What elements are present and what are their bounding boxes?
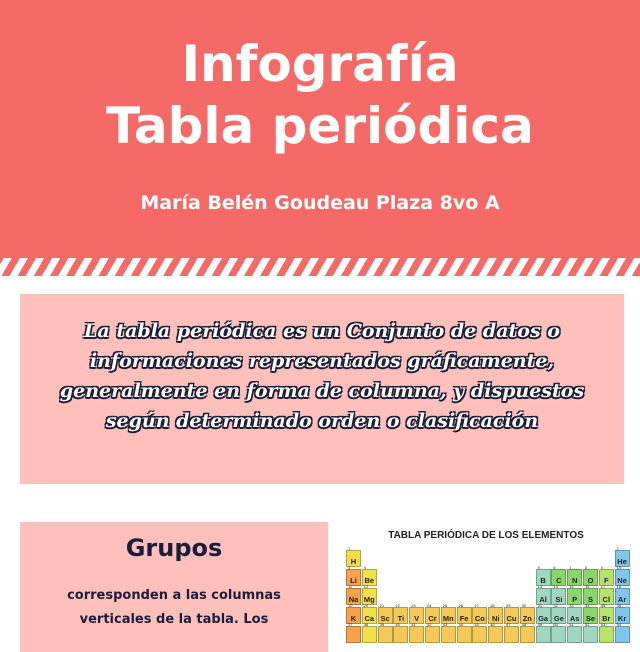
element-number: 19 [348,603,353,608]
element-number: 14 [553,584,558,589]
intro-text: La tabla periódica es un Conjunto de datos o informaciones representados gráficamente, generalmente en forma de columna, y dispuestos según determinado orden o clasificación [59,320,585,432]
element-number: 37 [348,622,353,627]
header-banner [0,0,640,258]
element-number: 17 [600,584,606,589]
element-number: 21 [379,603,385,608]
element-number: 27 [474,603,479,608]
element-cell-38 [362,622,377,643]
element-number: 4 [363,565,367,570]
element-number: 26 [458,603,464,608]
element-symbol: As [569,614,580,623]
element-cell-39 [378,622,393,643]
element-symbol: Cu [506,614,517,623]
element-symbol: K [350,614,357,623]
element-cell-54 [615,622,630,643]
element-number: 51 [569,622,574,627]
element-symbol: Se [585,614,596,623]
element-number: 46 [490,622,495,627]
element-symbol: Co [474,614,485,623]
element-symbol: Cl [602,595,611,604]
element-cell-46 [488,622,503,643]
element-number: 43 [442,622,448,627]
element-number: 39 [379,622,385,627]
element-symbol: Ti [397,614,405,623]
element-symbol: Ne [617,576,627,585]
element-cell-49 [536,622,551,643]
element-number: 31 [537,603,543,608]
element-symbol: S [587,595,593,604]
element-symbol: Si [555,595,563,604]
element-number: 40 [395,622,400,627]
element-number: 7 [569,565,572,570]
title-line-2: Tabla periódica [106,97,534,155]
element-number: 34 [585,603,590,608]
element-symbol: Ni [491,614,500,623]
element-number: 12 [363,584,369,589]
element-cell-48 [520,622,535,643]
element-symbol: Li [350,576,357,585]
element-symbol: H [350,557,357,566]
element-symbol: Cr [428,614,437,623]
element-number: 15 [569,584,574,589]
element-symbol: He [617,557,627,566]
element-symbol: B [540,576,546,585]
element-number: 22 [395,603,400,608]
element-number: 48 [521,622,527,627]
element-number: 49 [537,622,543,627]
element-symbol: Kr [617,614,627,623]
element-number: 41 [411,622,416,627]
element-number: 38 [363,622,369,627]
element-symbol: C [556,576,562,585]
element-symbol: Na [348,595,359,604]
element-number: 18 [616,584,622,589]
element-symbol: Mg [363,595,375,604]
element-number: 47 [506,622,511,627]
element-cell-50 [551,622,566,643]
element-number: 16 [585,584,590,589]
element-symbol: Be [364,576,375,585]
page-title [0,34,640,156]
element-cell-40 [393,622,408,643]
element-number: 8 [585,565,588,570]
element-number: 25 [442,603,448,608]
element-number: 45 [474,622,479,627]
element-number: 3 [348,565,351,570]
element-number: 36 [616,603,622,608]
groups-text: corresponden a las columnas verticales de la tabla. Los [67,588,281,627]
element-cell-51 [567,622,582,643]
element-number: 2 [616,546,619,551]
element-cell-37 [346,622,361,643]
element-symbol: Ca [364,614,375,623]
element-symbol: Ga [538,614,549,623]
element-cell-42 [425,622,440,643]
element-number: 42 [427,622,432,627]
element-number: 20 [363,603,369,608]
element-cell-41 [409,622,424,643]
author-name: María Belén Goudeau Plaza 8vo A [140,192,500,214]
periodic-table-title: TABLA PERIÓDICA DE LOS ELEMENTOS [388,530,584,541]
element-symbol: N [571,576,578,585]
element-number: 52 [585,622,590,627]
element-cell-43 [441,622,456,643]
element-number: 50 [553,622,558,627]
element-number: 53 [600,622,606,627]
element-cell-52 [583,622,598,643]
element-number: 33 [569,603,574,608]
element-number: 10 [616,565,622,570]
element-symbol: Al [539,595,547,604]
stripe-divider [0,258,640,276]
element-symbol: O [587,576,594,585]
element-number: 9 [600,565,604,570]
element-number: 24 [427,603,432,608]
element-number: 32 [553,603,558,608]
element-symbol: Br [602,614,611,623]
element-number: 5 [537,565,540,570]
element-symbol: Fe [459,614,469,623]
groups-title: Grupos [125,534,223,562]
element-cell-47 [504,622,519,643]
element-number: 44 [458,622,464,627]
element-number: 35 [600,603,606,608]
periodic-table-image [346,546,636,640]
element-symbol: Zn [522,614,532,623]
element-number: 30 [521,603,527,608]
element-number: 54 [616,622,622,627]
element-cell-44 [457,622,472,643]
element-number: 23 [411,603,416,608]
element-cell-45 [472,622,487,643]
element-symbol: P [572,595,578,604]
element-symbol: Mn [442,614,454,623]
element-symbol: F [604,576,609,585]
element-number: 28 [490,603,495,608]
element-number: 29 [506,603,511,608]
element-symbol: V [414,614,420,623]
element-symbol: Ar [617,595,627,604]
element-symbol: Sc [380,614,390,623]
element-number: 1 [348,546,351,551]
element-number: 13 [537,584,543,589]
title-line-1: Infografía [181,35,459,93]
element-cell-53 [599,622,614,643]
element-number: 6 [553,565,556,570]
element-number: 11 [348,584,353,589]
element-symbol: Ge [553,614,564,623]
